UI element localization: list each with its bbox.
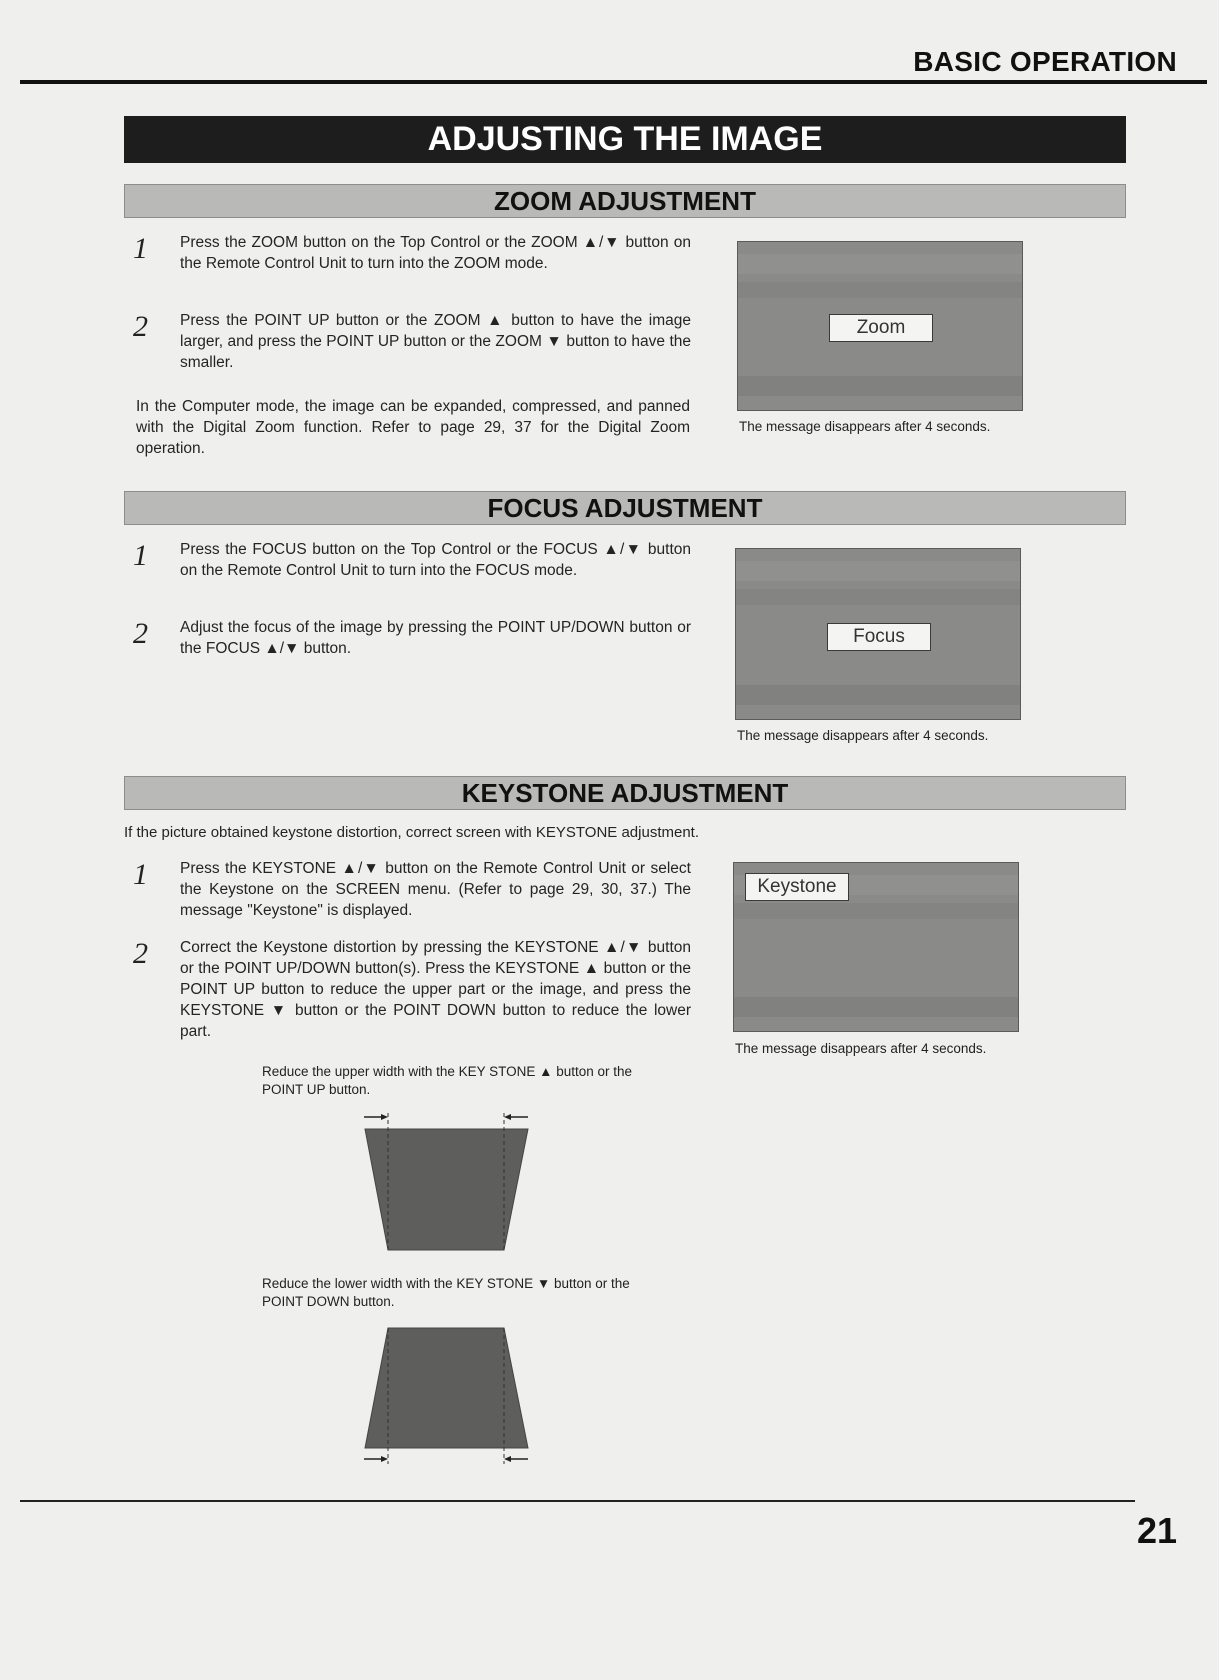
lower-reduce-caption: Reduce the lower width with the KEY STONE ▼ button or the POINT DOWN button.: [262, 1276, 630, 1309]
step-number: 2: [133, 937, 148, 970]
step-text: Press the ZOOM button on the Top Control or the ZOOM ▲/▼ button on the Remote Control Unit to turn into the ZOOM mode.: [180, 234, 691, 272]
zoom-step-2: [133, 310, 693, 376]
step-number: 1: [133, 858, 148, 891]
lower-reduce-diagram: [350, 1318, 540, 1468]
zoom-screen-display: [737, 241, 1023, 411]
step-text: Press the KEYSTONE ▲/▼ button on the Remote Control Unit or select the Keystone on the SCREEN menu. (Refer to page 29, 30, 37.) The message "Keystone" is displayed.: [180, 860, 691, 919]
zoom-step-1: [133, 232, 693, 298]
page-title: ADJUSTING THE IMAGE: [124, 116, 1126, 163]
focus-caption: The message disappears after 4 seconds.: [737, 728, 989, 743]
header-rule: [20, 80, 1207, 84]
zoom-heading-text: ZOOM ADJUSTMENT: [494, 186, 756, 216]
zoom-note: In the Computer mode, the image can be expanded, compressed, and panned with the Digital Zoom function. Refer to page 29, 37 for the Digital Zoom operation.: [136, 398, 690, 457]
footer-rule: [20, 1500, 1135, 1502]
focus-heading-text: FOCUS ADJUSTMENT: [487, 493, 763, 523]
keystone-heading-text: KEYSTONE ADJUSTMENT: [461, 778, 789, 808]
keystone-step-2: [133, 937, 693, 1045]
page-number: 21: [1136, 1510, 1177, 1551]
zoom-caption: The message disappears after 4 seconds.: [739, 419, 991, 434]
step-number: 2: [133, 617, 148, 650]
keystone-message-box: Keystone: [745, 873, 849, 901]
focus-section-heading: [124, 491, 1126, 525]
focus-message-box: Focus: [827, 623, 931, 651]
step-number: 1: [133, 539, 148, 572]
keystone-caption: The message disappears after 4 seconds.: [735, 1041, 987, 1056]
step-text: Adjust the focus of the image by pressing the POINT UP/DOWN button or the FOCUS ▲/▼ button.: [180, 619, 691, 657]
step-number: 1: [133, 232, 148, 265]
step-text: Correct the Keystone distortion by pressing the KEYSTONE ▲/▼ button or the POINT UP/DOWN button(s). Press the KEYSTONE ▲ button or the POINT UP button to reduce the upper part or the image, and press the KEYSTONE ▼ button or the POINT DOWN button to reduce the lower part.: [180, 939, 691, 1040]
keystone-intro: If the picture obtained keystone distortion, correct screen with KEYSTONE adjustment.: [124, 824, 700, 841]
upper-reduce-caption: Reduce the upper width with the KEY STONE ▲ button or the POINT UP button.: [262, 1064, 633, 1097]
step-text: Press the POINT UP button or the ZOOM ▲ button to have the image larger, and press the POINT UP button or the ZOOM ▼ button to have the smaller.: [180, 312, 691, 371]
keystone-section-heading: [124, 776, 1126, 810]
focus-step-1: [133, 539, 693, 605]
step-text: Press the FOCUS button on the Top Control or the FOCUS ▲/▼ button on the Remote Control Unit to turn into the FOCUS mode.: [180, 541, 691, 579]
zoom-section-heading: [124, 184, 1126, 218]
upper-reduce-diagram: [350, 1105, 540, 1255]
zoom-message-box: Zoom: [829, 314, 933, 342]
focus-screen-display: [735, 548, 1021, 720]
running-header: BASIC OPERATION: [913, 46, 1177, 77]
step-number: 2: [133, 310, 148, 343]
keystone-screen-display: [733, 862, 1019, 1032]
focus-step-2: [133, 617, 693, 663]
keystone-step-1: [133, 858, 693, 924]
